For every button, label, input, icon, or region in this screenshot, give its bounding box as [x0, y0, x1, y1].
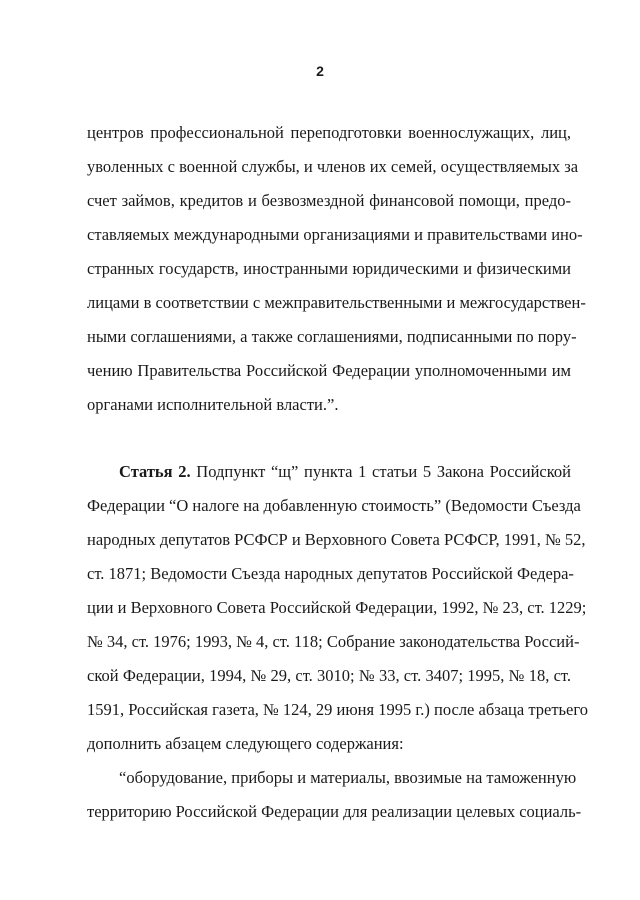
- article-2-label: Статья 2.: [119, 462, 191, 481]
- paragraph-line: Федерации “О налоге на добавленную стоимость” (Ведомости Съезда: [87, 496, 581, 515]
- paragraph-line: ставляемых международными организациями и правительствами ино-: [87, 225, 583, 244]
- article-2-first-line: [87, 455, 571, 489]
- paragraph-line: органами исполнительной власти.”.: [87, 395, 339, 414]
- page-number: 2: [316, 63, 324, 79]
- paragraph-line: ст. 1871; Ведомости Съезда народных депутатов Российской Федера-: [87, 564, 574, 583]
- paragraph-1: [87, 116, 586, 422]
- paragraph-line: центров профессиональной переподготовки военнослужащих, лиц,: [87, 123, 571, 142]
- paragraph-line: лицами в соответствии с межправительственными и межгосударствен-: [87, 293, 586, 312]
- paragraph-line: народных депутатов РСФСР и Верховного Совета РСФСР, 1991, № 52,: [87, 530, 586, 549]
- quote-line: территорию Российской Федерации для реализации целевых социаль-: [87, 802, 582, 821]
- paragraph-line: чению Правительства Российской Федерации уполномоченными им: [87, 361, 571, 380]
- paragraph-line: № 34, ст. 1976; 1993, № 4, ст. 118; Собрание законодательства Россий-: [87, 632, 580, 651]
- paragraph-line: уволенных с военной службы, и членов их семей, осуществляемых за: [87, 157, 579, 176]
- paragraph-line: 1591, Российская газета, № 124, 29 июня 1995 г.) после абзаца третьего: [87, 700, 588, 719]
- paragraph-line: счет займов, кредитов и безвозмездной финансовой помощи, предо-: [87, 191, 571, 210]
- paragraph-line: дополнить абзацем следующего содержания:: [87, 734, 404, 753]
- paragraph-line: странных государств, иностранными юридическими и физическими: [87, 259, 571, 278]
- paragraph-line: ции и Верховного Совета Российской Федерации, 1992, № 23, ст. 1229;: [87, 598, 587, 617]
- article-2-paragraph: [87, 455, 588, 829]
- paragraph-line: ской Федерации, 1994, № 29, ст. 3010; № 33, ст. 3407; 1995, № 18, ст.: [87, 666, 571, 685]
- article-2-first-line-text: Подпункт “щ” пункта 1 статьи 5 Закона Российской: [190, 462, 571, 481]
- quote-line: “оборудование, приборы и материалы, ввозимые на таможенную: [119, 768, 577, 787]
- paragraph-line: ными соглашениями, а также соглашениями, подписанными по пору-: [87, 327, 577, 346]
